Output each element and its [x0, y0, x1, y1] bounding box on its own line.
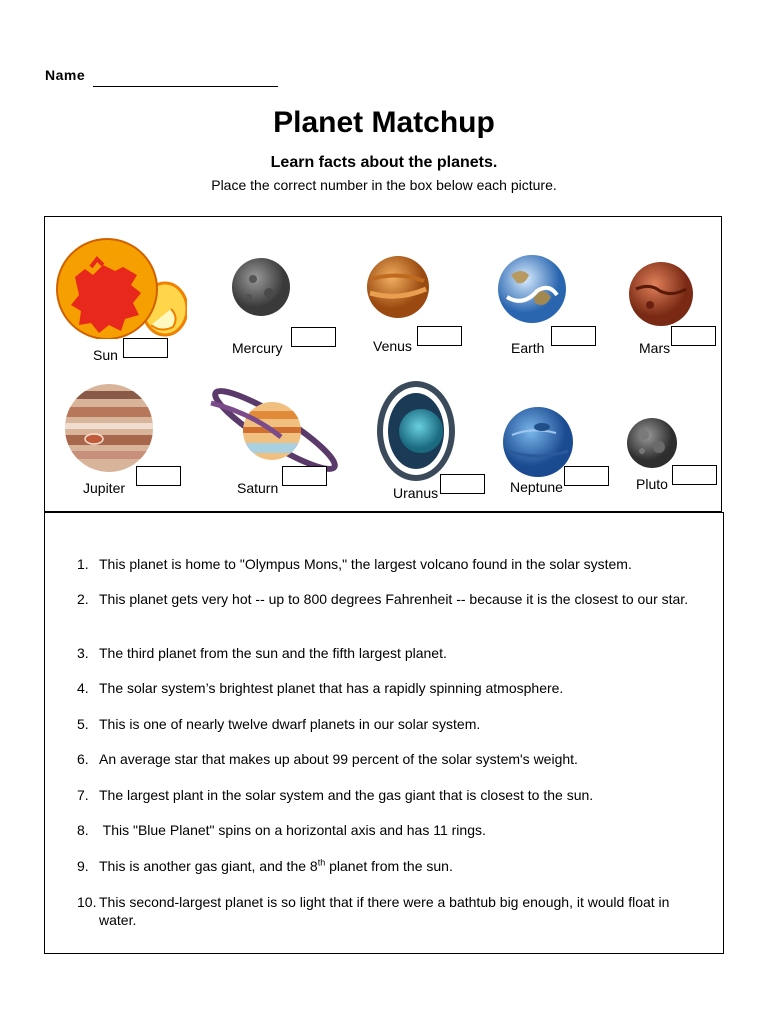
fact-item: 8. This "Blue Planet" spins on a horizontal axis and has 11 rings. — [77, 822, 486, 838]
fact-item: 1. This planet is home to "Olympus Mons," the largest volcano found in the solar system. — [77, 556, 632, 572]
page-title: Planet Matchup — [273, 106, 495, 139]
name-line[interactable] — [93, 86, 278, 87]
planet-label-uranus: Uranus — [393, 485, 439, 501]
fact-item: 7. The largest plant in the solar system and the gas giant that is closest to the sun. — [77, 787, 594, 803]
sun-icon — [55, 237, 187, 339]
answer-box-jupiter[interactable] — [136, 466, 181, 486]
answer-box-mars[interactable] — [671, 326, 716, 346]
answer-box-earth[interactable] — [551, 326, 596, 346]
planet-label-venus: Venus — [373, 338, 412, 354]
planet-label-neptune: Neptune — [510, 479, 563, 495]
instructions: Place the correct number in the box below each picture. — [211, 177, 557, 193]
mars-icon — [628, 261, 694, 327]
answer-box-neptune[interactable] — [564, 466, 609, 486]
jupiter-icon — [64, 383, 154, 473]
planet-label-saturn: Saturn — [237, 480, 279, 496]
planet-label-mercury: Mercury — [232, 340, 283, 356]
fact-item: 3. The third planet from the sun and the fifth largest planet. — [77, 645, 447, 661]
answer-box-uranus[interactable] — [440, 474, 485, 494]
planet-pictures-panel — [44, 216, 722, 512]
planet-label-mars: Mars — [639, 340, 671, 356]
facts-panel — [44, 512, 724, 954]
venus-icon — [366, 255, 430, 319]
fact-item: 4. The solar system’s brightest planet that has a rapidly spinning atmosphere. — [77, 680, 564, 696]
answer-box-venus[interactable] — [417, 326, 462, 346]
page-subtitle: Learn facts about the planets. — [270, 154, 498, 171]
answer-box-pluto[interactable] — [672, 465, 717, 485]
answer-box-sun[interactable] — [123, 338, 168, 358]
name-label: Name — [45, 67, 86, 83]
planet-label-sun: Sun — [93, 347, 118, 363]
fact-item: 2. This planet gets very hot -- up to 800 degrees Fahrenheit -- because it is the closest to our star. — [77, 591, 689, 607]
pluto-icon — [626, 417, 678, 469]
saturn-icon — [209, 383, 341, 477]
planet-label-jupiter: Jupiter — [83, 480, 126, 496]
fact-item: 9. This is another gas giant, and the 8th planet from the sun. — [77, 857, 453, 874]
answer-box-mercury[interactable] — [291, 327, 336, 347]
mercury-icon — [231, 257, 291, 317]
earth-icon — [497, 253, 567, 325]
fact-item: 5. This is one of nearly twelve dwarf planets in our solar system. — [77, 716, 481, 732]
planet-label-earth: Earth — [511, 340, 545, 356]
uranus-icon — [375, 379, 457, 483]
fact-item: 6. An average star that makes up about 99 percent of the solar system's weight. — [77, 751, 578, 767]
fact-item: 10. This second-largest planet is so light that if there were a bathtub big enough, it would float in water. — [77, 894, 670, 928]
answer-box-saturn[interactable] — [282, 466, 327, 486]
planet-label-pluto: Pluto — [636, 476, 668, 492]
